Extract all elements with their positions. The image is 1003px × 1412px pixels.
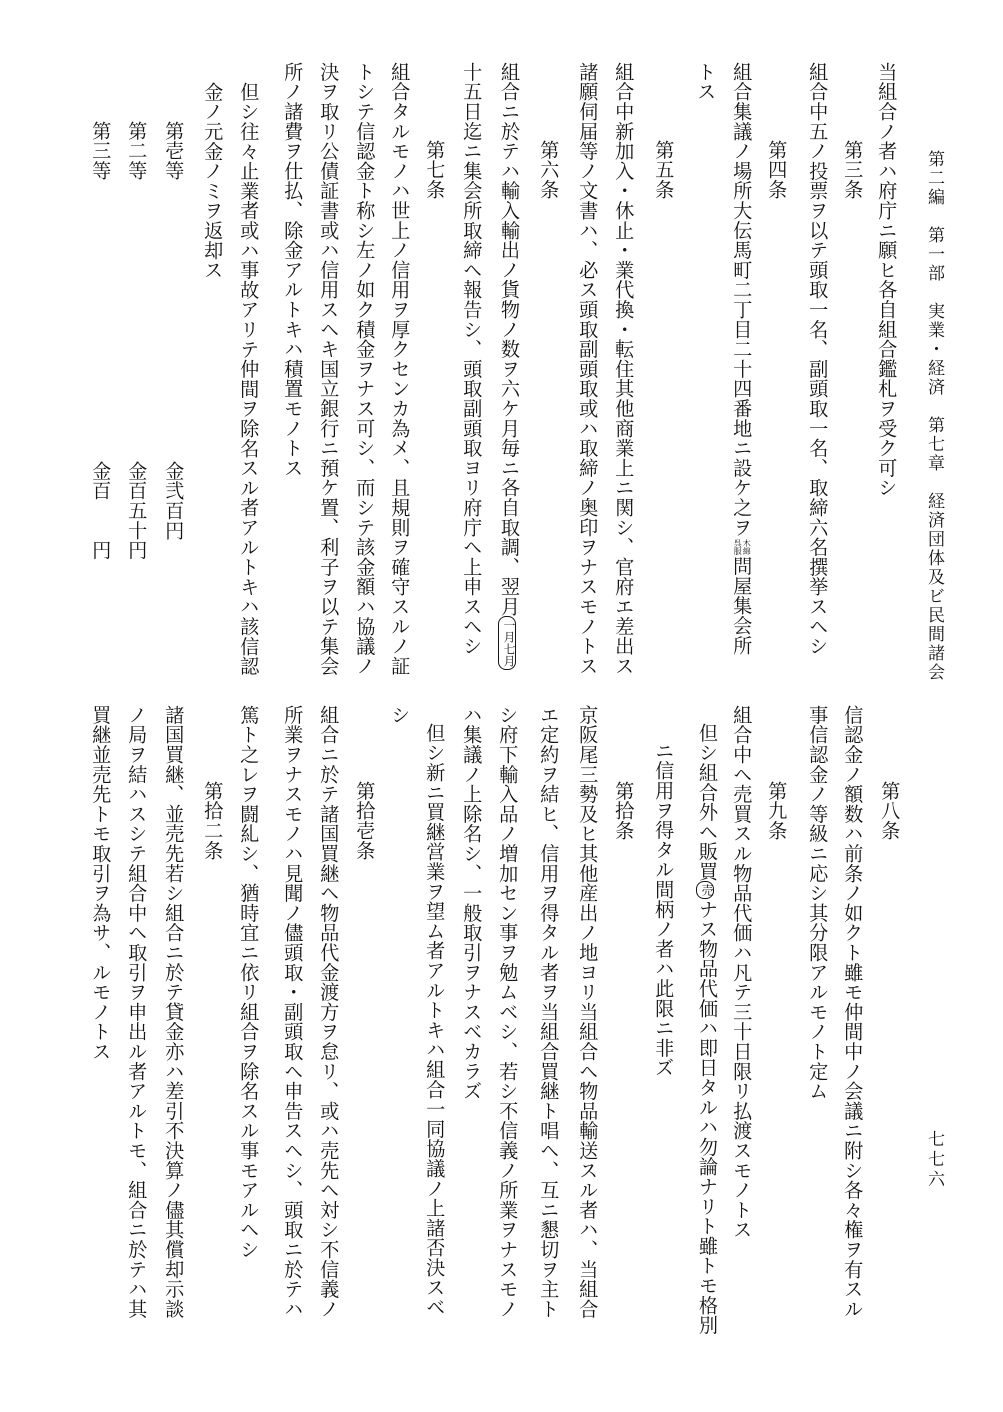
text-line: トシテ信認金ト称シ左ノ如ク積金ヲナス可シ、而シテ該金額ハ協議ノ: [353, 62, 377, 676]
text-line: トス: [694, 62, 718, 102]
grade-label: 第三等: [89, 121, 113, 181]
text-line: 組合ニ於テ諸国買継ヘ物品代金渡方ヲ怠リ、或ハ売先ヘ対シ不信義ノ: [317, 705, 341, 1319]
text-line: 所業ヲナスモノハ見聞ノ儘頭取・副頭取ヘ申告スヘシ、頭取ニ於テハ: [281, 705, 305, 1319]
text-line: 買継並売先トモ取引ヲ為サ、ルモノトス: [89, 705, 113, 1062]
text-line: 所ノ諸費ヲ仕払、除金アルトキハ積置モノトス: [281, 62, 305, 478]
text-line: 但シ新ニ買継営業ヲ望ム者アルトキハ組合一同協議ノ上諸否決スベ: [423, 723, 447, 1317]
text-line: [730, 62, 754, 656]
text-line: 金ノ元金ノミヲ返却ス: [201, 82, 225, 280]
article-heading: 第五条: [652, 140, 676, 200]
text-line: 組合中新加入・休止・業代換・転住其他商業上ニ関シ、官府エ差出ス: [612, 62, 636, 676]
text-line: エ定約ヲ結ヒ、信用ヲ得タル者ヲ当組合買継ト唱ヘ、互ニ懇切ヲ主ト: [537, 705, 561, 1319]
running-header: 第二編 第一部 実業・経済 第七章 経済団体及ビ民間諸会: [924, 150, 944, 682]
article-heading: 第三条: [841, 140, 865, 200]
text-line: ニ信用ヲ得タル間柄ノ者ハ此限ニ非ズ: [652, 741, 676, 1078]
text-segment: 組合ニ於テハ輸入輸出ノ貨物ノ数ヲ六ケ月毎ニ各自取調、翌月: [498, 62, 521, 617]
interlinear-note: 売: [696, 881, 714, 899]
article-heading: 第七条: [423, 140, 447, 200]
article-heading: 第拾壱条: [353, 781, 377, 861]
interlinear-note: 一月七月: [498, 616, 516, 670]
text-line: 但シ往々止業者或ハ事故アリテ仲間ヲ除名スル者アルトキハ該信認: [237, 82, 261, 676]
text-line: 決ヲ取リ公債証書或ハ信用スヘキ国立銀行ニ預ケ置、利子ヲ以テ集会: [317, 62, 341, 676]
text-line: [498, 62, 519, 670]
article-heading: 第九条: [765, 781, 789, 841]
text-line: 京阪尾三勢及ヒ其他産出ノ地ヨリ当組合ヘ物品輸送スル者ハ、当組合: [576, 705, 600, 1319]
text-line: 十五日迄ニ集会所取締ヘ報告シ、頭取副頭取ヨリ府庁ヘ上申スヘシ: [460, 62, 484, 656]
text-segment: ナス物品代価ハ即日タルハ勿論ナリト雖トモ格別: [696, 899, 719, 1336]
grade-label: 第壱等: [162, 121, 186, 181]
page-number: 七七六: [924, 1130, 944, 1190]
text-line: [696, 723, 717, 1335]
article-heading: 第六条: [537, 140, 561, 200]
text-line: シ: [388, 705, 412, 725]
grade-amount: 金弐百円: [162, 461, 186, 541]
article-heading: 第四条: [765, 140, 789, 200]
article-heading: 第拾二条: [201, 781, 225, 861]
text-segment: 問屋集会所: [730, 556, 754, 656]
article-heading: 第八条: [878, 781, 902, 841]
text-line: 組合中ヘ売買スル物品代価ハ凡テ三十日限リ払渡スモノトス: [730, 705, 754, 1240]
text-line: 篤ト之レヲ闘糺シ、猶時宜ニ依リ組合ヲ除名スル事モアルヘシ: [237, 705, 261, 1260]
text-line: 諸願伺届等ノ文書ハ、必ス頭取副頭取或ハ取締ノ奥印ヲナスモノトス: [576, 62, 600, 676]
text-line: ノ局ヲ結ハスシテ組合中ヘ取引ヲ申出ル者アルトモ、組合ニ於テハ其: [125, 705, 149, 1319]
grade-amount: 金百五十円: [125, 461, 149, 560]
interlinear-note: 木綿呉服: [733, 538, 752, 555]
grade-label: 第二等: [125, 121, 149, 181]
text-line: 組合中五ノ投票ヲ以テ頭取一名、副頭取一名、取締六名撰挙スヘシ: [806, 62, 830, 656]
text-line: シ府下輸入品ノ増加セン事ヲ勉ムベシ、若シ不信義ノ所業ヲナスモノ: [496, 705, 520, 1319]
text-line: 諸国買継、並売先若シ組合ニ於テ貸金亦ハ差引不決算ノ儘其償却示談: [162, 705, 186, 1319]
grade-amount: 金百 円: [89, 461, 113, 560]
text-line: 事信認金ノ等級ニ応シ其分限アルモノト定ム: [806, 705, 830, 1101]
text-line: 当組合ノ者ハ府庁ニ願ヒ各自組合鑑札ヲ受ク可シ: [875, 62, 899, 498]
text-segment: 組合集議ノ場所大伝馬町二丁目二十四番地ニ設ケ之ヲ: [730, 62, 754, 538]
text-segment: 但シ組合外ヘ販買: [696, 723, 719, 882]
text-line: ハ集議ノ上除名シ、一般取引ヲナスベカラズ: [460, 705, 484, 1101]
text-line: 信認金ノ額数ハ前条ノ如クト雖モ仲間中ノ会議ニ附シ各々権ヲ有スル: [841, 705, 865, 1319]
text-line: 組合タルモノハ世上ノ信用ヲ厚クセンカ為メ、且規則ヲ確守スルノ証: [388, 62, 412, 676]
article-heading: 第拾条: [612, 781, 636, 841]
